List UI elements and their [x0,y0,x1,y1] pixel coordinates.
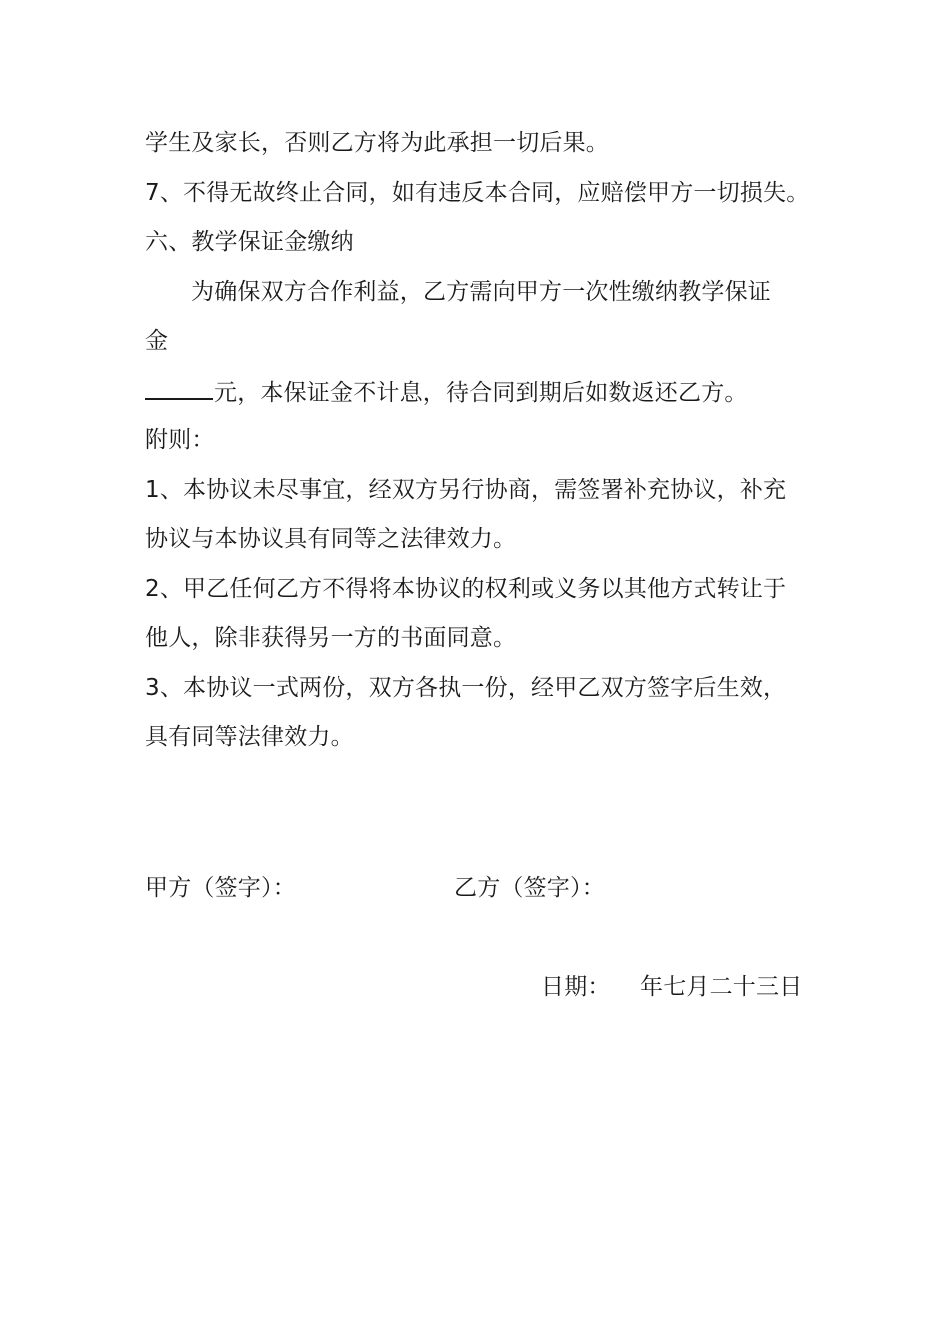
deposit-paragraph: 为确保双方合作利益，乙方需向甲方一次性缴纳教学保证 [191,279,771,305]
clause-5-continued: 学生及家长，否则乙方将为此承担一切后果。 [145,130,609,156]
appendix-item-1-wrap: 协议与本协议具有同等之法律效力。 [145,526,517,552]
date-value: 年七月二十三日 [640,974,803,1000]
deposit-amount-line [145,376,748,408]
appendix-item-1: 1、本协议未尽事宜，经双方另行协商，需签署补充协议，补充 [145,477,787,503]
party-a-signature-label: 甲方（签字）： [145,875,296,901]
clause-7: 7、不得无故终止合同，如有违反本合同，应赔偿甲方一切损失。 [145,180,810,206]
deposit-paragraph-wrap: 金 [145,328,169,354]
appendix-item-3: 3、本协议一式两份，双方各执一份，经甲乙双方签字后生效， [145,675,787,701]
appendix-item-2-wrap: 他人，除非获得另一方的书面同意。 [145,625,517,651]
appendix-item-2: 2、甲乙任何乙方不得将本协议的权利或义务以其他方式转让于 [145,576,787,602]
section-6-heading: 六、教学保证金缴纳 [145,229,354,255]
party-b-signature-label: 乙方（签字）： [454,875,605,901]
appendix-heading: 附则： [145,427,215,453]
appendix-item-3-wrap: 具有同等法律效力。 [145,724,354,750]
date-label: 日期： [541,974,611,1000]
amount-blank [145,376,213,400]
deposit-amount-text: 元，本保证金不计息，待合同到期后如数返还乙方。 [214,380,748,406]
